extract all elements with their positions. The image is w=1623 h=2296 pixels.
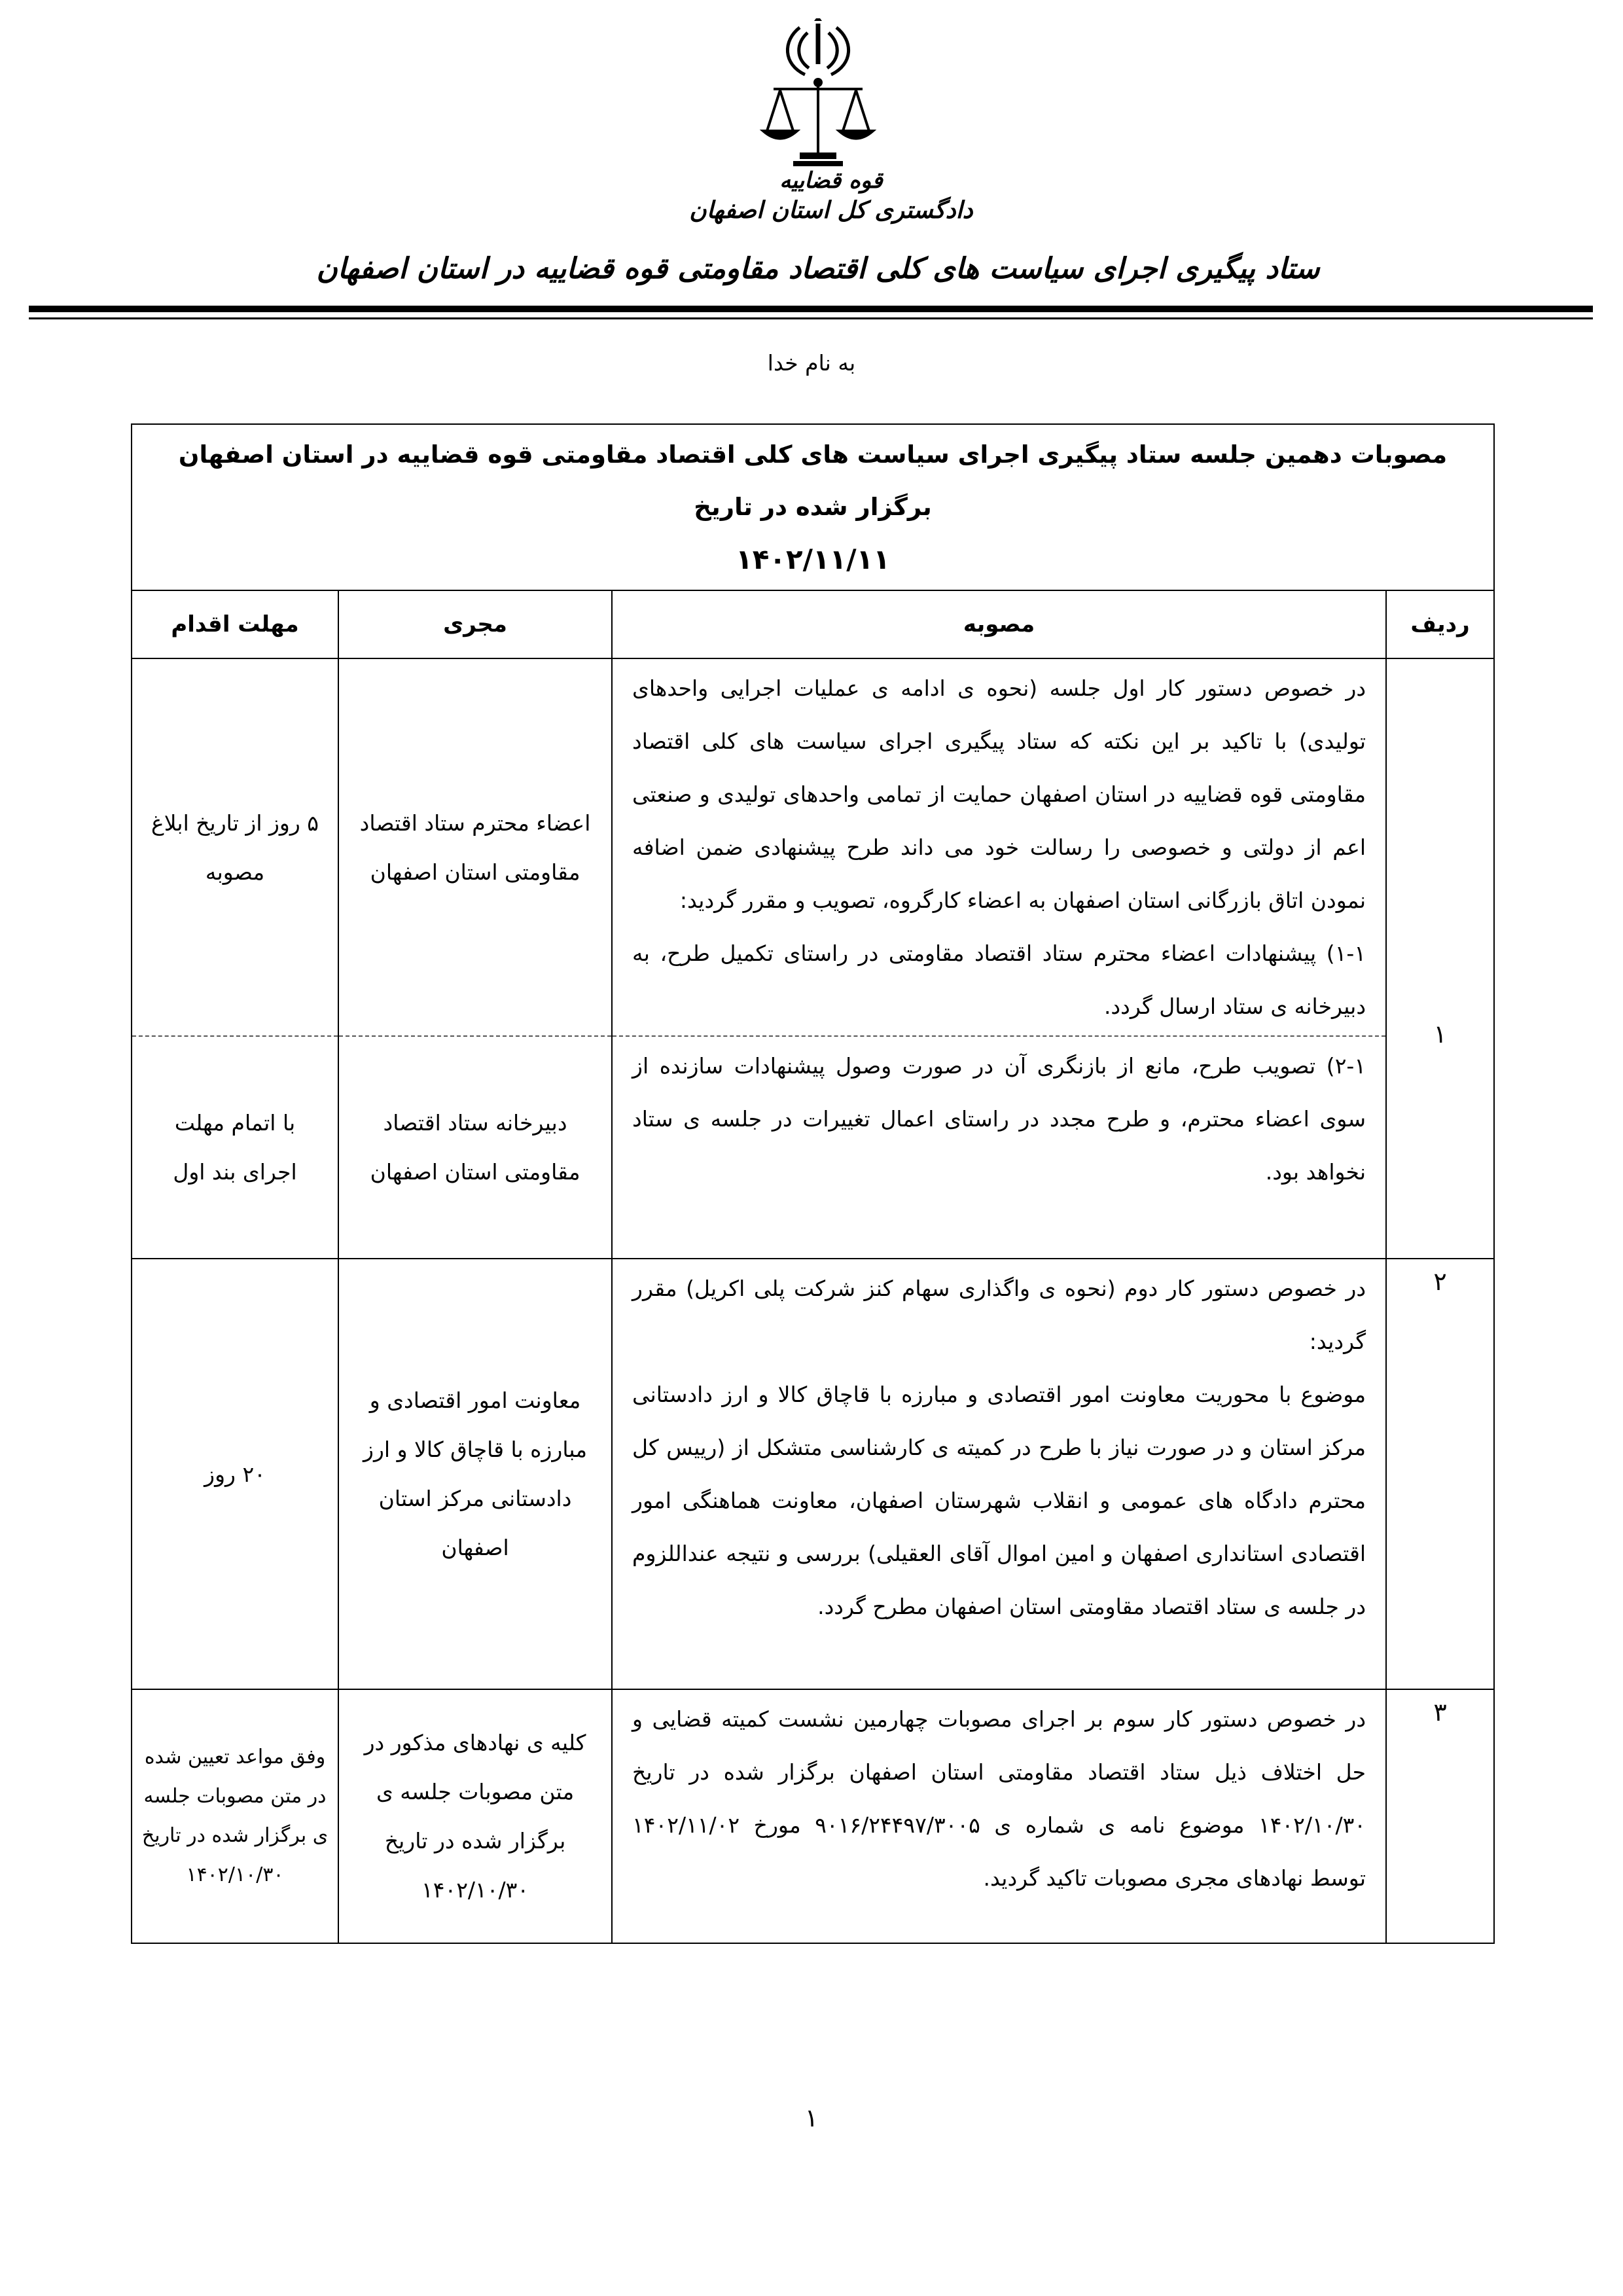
executor-cell: اعضاء محترم ستاد اقتصاد مقاومتی استان اصفهان <box>338 658 612 1036</box>
judiciary-emblem-icon <box>759 18 877 172</box>
table-title-date: ۱۴۰۲/۱۱/۱۱ <box>736 543 890 575</box>
header-deadline: مهلت اقدام <box>132 590 338 658</box>
table-title-row <box>132 424 1494 590</box>
basmala: به نام خدا <box>767 350 856 376</box>
header-rule-thick <box>29 306 1593 312</box>
deadline-cell: با اتمام مهلت اجرای بند اول <box>132 1036 338 1259</box>
deadline-cell: وفق مواعد تعیین شده در متن مصوبات جلسه ی برگزار شده در تاریخ ۱۴۰۲/۱۰/۳۰ <box>132 1689 338 1943</box>
table-title <box>132 424 1494 590</box>
executor-cell: معاونت امور اقتصادی و مبارزه با قاچاق کالا و ارز دادستانی مرکز استان اصفهان <box>338 1259 612 1689</box>
resolution-cell <box>612 658 1386 1036</box>
letterhead <box>0 0 1623 321</box>
deadline-cell: ۵ روز از تاریخ ابلاغ مصوبه <box>132 658 338 1036</box>
header-resolution: مصوبه <box>612 590 1386 658</box>
header-row-no: ردیف <box>1386 590 1494 658</box>
row-number: ۲ <box>1386 1259 1494 1689</box>
resolution-subitem: ۱-۱) پیشنهادات اعضاء محترم ستاد اقتصاد مقاومتی در راستای تکمیل طرح، به دبیرخانه ی ستاد ارسال گردد. <box>632 941 1366 1019</box>
table-title-text: مصوبات دهمین جلسه ستاد پیگیری اجرای سیاست های کلی اقتصاد مقاومتی قوه قضاییه در استان اصفهان برگزار شده در تاریخ <box>178 440 1448 521</box>
resolutions-table <box>131 423 1495 1944</box>
department-name: دادگستری کل استان اصفهان <box>689 196 973 224</box>
resolution-cell: ۲-۱) تصویب طرح، مانع از بازنگری آن در صورت وصول پیشنهادات سازنده از سوی اعضاء محترم، و طرح مجدد در راستای اعمال تغییرات در جلسه ی ستاد نخواهد بود. <box>612 1036 1386 1259</box>
header-executor: مجری <box>338 590 612 658</box>
table-header-row <box>132 590 1494 658</box>
page-number: ۱ <box>804 2104 819 2132</box>
resolution-cell: در خصوص دستور کار سوم بر اجرای مصوبات چهارمین نشست کمیته قضایی و حل اختلاف ذیل ستاد اقتصاد مقاومتی استان اصفهان برگزار شده در تاریخ ۱۴۰۲/۱۰/۳۰ موضوع نامه ی شماره ی ۹۰۱۶/۲۴۴۹۷/۳۰۰۵ مورخ ۱۴۰۲/۱۱/۰۲ توسط نهادهای مجری مصوبات تاکید گردید. <box>612 1689 1386 1943</box>
row-number <box>1386 658 1494 1049</box>
resolution-text: در خصوص دستور کار اول جلسه (نحوه ی ادامه ی عملیات اجرایی واحدهای تولیدی) با تاکید بر این نکته که ستاد پیگیری اجرای سیاست های کلی اقتصاد مقاومتی قوه قضاییه در استان اصفهان حمایت از تمامی واحدهای تولیدی و صنعتی اعم از دولتی و خصوصی را رسالت خود می داند طرح پیشنهادی ضمن اضافه نمودن اتاق بازرگانی استان اصفهان به اعضاء کارگروه، تصویب و مقرر گردید: <box>632 675 1366 913</box>
table-row <box>132 1259 1494 1689</box>
resolution-subitem: موضوع با محوریت معاونت امور اقتصادی و مبارزه با قاچاق کالا و ارز دادستانی مرکز استان و در صورت نیاز با طرح در کمیته ی کارشناسی متشکل از (رییس کل محترم دادگاه های عمومی و انقلاب شهرستان اصفهان، معاونت هماهنگی امور اقتصادی استانداری اصفهان و امین اموال آقای العقیلی) بررسی و نتیجه عنداللزوم در جلسه ی ستاد اقتصاد مقاومتی استان اصفهان مطرح گردد. <box>632 1382 1366 1619</box>
row-number-text: ۱ <box>1433 1020 1447 1049</box>
executor-cell: کلیه ی نهادهای مذکور در متن مصوبات جلسه ی برگزار شده در تاریخ ۱۴۰۲/۱۰/۳۰ <box>338 1689 612 1943</box>
table-row <box>132 1689 1494 1943</box>
table-row <box>132 1036 1494 1259</box>
deadline-cell: ۲۰ روز <box>132 1259 338 1689</box>
table-row <box>132 658 1494 1036</box>
executor-cell: دبیرخانه ستاد اقتصاد مقاومتی استان اصفهان <box>338 1036 612 1259</box>
resolution-text: در خصوص دستور کار دوم (نحوه ی واگذاری سهام کنز شرکت پلی اکریل) مقرر گردید: <box>632 1276 1366 1354</box>
header-rule-thin <box>29 317 1593 319</box>
row-number: ۳ <box>1386 1689 1494 1943</box>
row-number <box>1386 1036 1494 1259</box>
judiciary-name: قوه قضاییه <box>779 168 883 194</box>
headquarters-name: ستاد پیگیری اجرای سیاست های کلی اقتصاد مقاومتی قوه قضاییه در استان اصفهان <box>316 252 1320 285</box>
resolution-cell <box>612 1259 1386 1689</box>
